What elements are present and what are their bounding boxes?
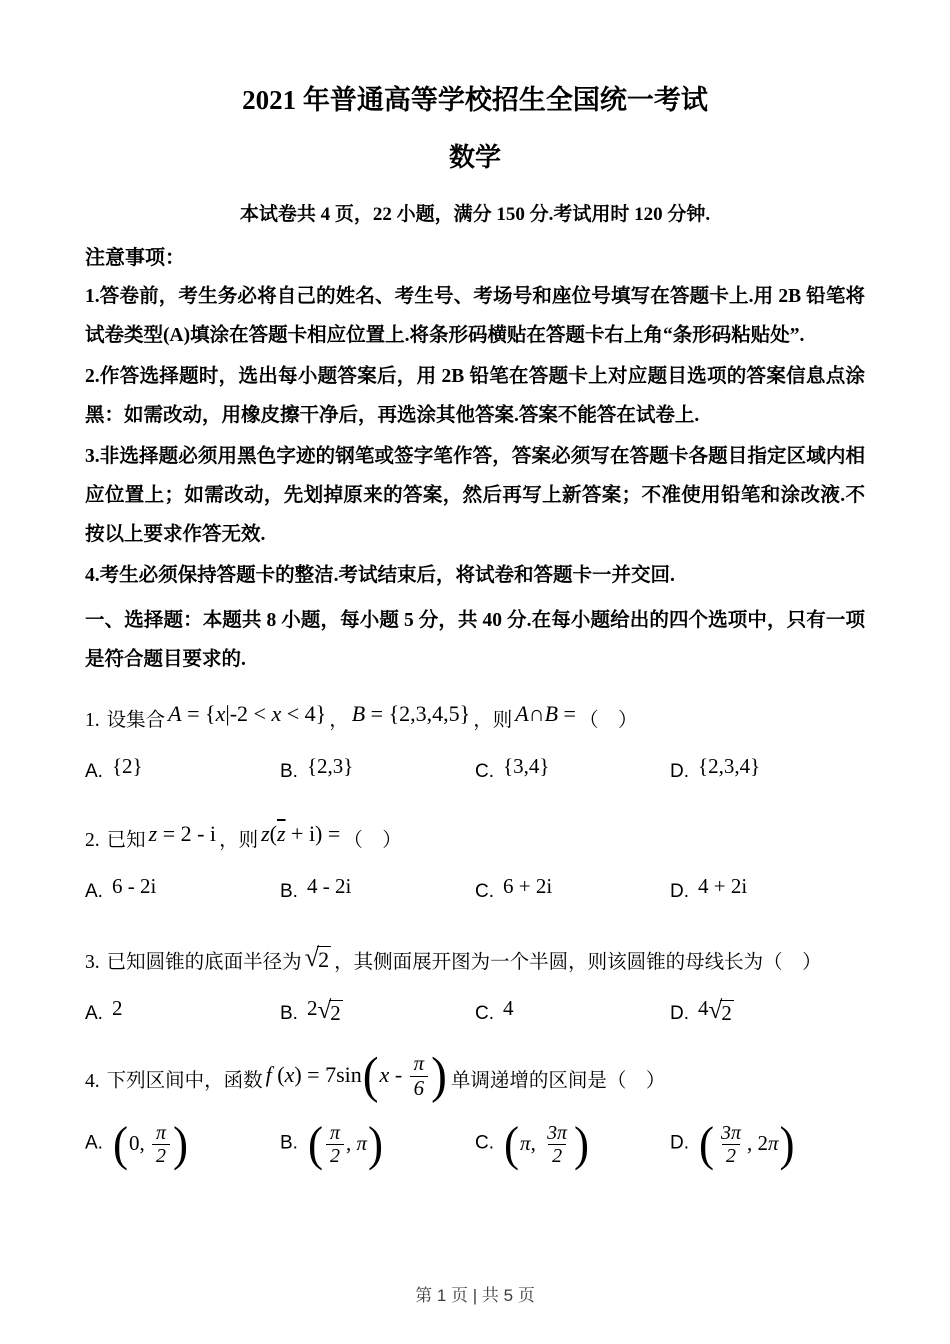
math-token: x bbox=[215, 700, 226, 726]
fraction-denominator: 2 bbox=[326, 1144, 344, 1167]
question-number: 1. bbox=[85, 709, 100, 731]
math-token: z bbox=[261, 820, 270, 846]
question-1-options bbox=[85, 754, 865, 783]
question-text: 单调递增的区间是（ ） bbox=[450, 1070, 666, 1092]
option-value bbox=[306, 995, 343, 1025]
math-token: , bbox=[530, 1130, 542, 1155]
conjugate-overbar: $\overline{z}$ bbox=[276, 820, 286, 846]
option-b bbox=[280, 874, 475, 903]
question-text: ，则 bbox=[219, 829, 259, 851]
math-token: ∩ bbox=[528, 700, 545, 726]
math-token: ( bbox=[269, 820, 277, 846]
math-token: |-2 < bbox=[225, 700, 272, 726]
math-token: {2,3,4} bbox=[698, 753, 761, 778]
math-token: {2,3} bbox=[306, 753, 354, 778]
math-token: = 2 - i bbox=[157, 820, 217, 846]
math-token: {2} bbox=[111, 753, 143, 778]
option-value bbox=[112, 754, 143, 778]
option-d bbox=[670, 874, 865, 903]
big-paren: ( bbox=[362, 1047, 379, 1105]
math-token: = bbox=[558, 700, 576, 726]
math-token: z bbox=[148, 820, 158, 846]
notice-heading: 注意事项： bbox=[85, 246, 185, 269]
notice-item-4: 4.考生必须保持答题卡的整洁.考试结束后，将试卷和答题卡一并交回. bbox=[85, 564, 675, 586]
math-token: = { bbox=[181, 700, 216, 726]
option-a bbox=[85, 754, 280, 783]
exam-title: 2021 年普通高等学校招生全国统一考试 bbox=[242, 85, 708, 115]
question-3 bbox=[85, 939, 865, 1025]
math-token: x bbox=[379, 1061, 390, 1087]
option-label: B. bbox=[280, 760, 298, 782]
fraction-denominator: 2 bbox=[548, 1144, 566, 1167]
option-c bbox=[475, 874, 670, 903]
option-label: C. bbox=[475, 760, 494, 782]
option-d bbox=[670, 1117, 865, 1172]
option-value bbox=[112, 874, 156, 898]
set-b-formula bbox=[352, 701, 470, 726]
math-token: A bbox=[168, 700, 182, 726]
exam-subject: 数学 bbox=[448, 142, 501, 172]
option-label: B. bbox=[280, 880, 298, 902]
math-token: A bbox=[515, 700, 529, 726]
radical-sign-icon: √ bbox=[317, 996, 332, 1024]
intersection-formula bbox=[515, 701, 576, 726]
fraction-numerator: π bbox=[413, 1051, 425, 1076]
math-token: 4 bbox=[698, 995, 709, 1020]
option-value bbox=[112, 996, 123, 1020]
question-text: 已知圆锥的底面半径为 bbox=[106, 951, 302, 973]
big-paren: ( bbox=[699, 1117, 715, 1172]
option-d bbox=[670, 754, 865, 783]
radicand: 2 bbox=[330, 1000, 341, 1025]
question-1 bbox=[85, 697, 865, 783]
question-number: 3. bbox=[85, 951, 100, 973]
math-token: ( bbox=[271, 1061, 285, 1087]
option-value bbox=[503, 754, 549, 778]
option-b bbox=[280, 1117, 475, 1172]
math-token: 4 bbox=[503, 996, 514, 1020]
math-token: < 4} bbox=[281, 700, 327, 726]
option-value bbox=[503, 996, 514, 1020]
question-3-options bbox=[85, 996, 865, 1025]
option-label: D. bbox=[670, 1132, 689, 1154]
option-value bbox=[698, 1117, 796, 1172]
math-token: 6 + 2i bbox=[503, 873, 553, 898]
option-c bbox=[475, 1117, 670, 1172]
math-token: 4 + 2i bbox=[698, 873, 748, 898]
math-token: 2 bbox=[111, 996, 123, 1020]
big-paren: ( bbox=[504, 1117, 520, 1172]
radical bbox=[304, 941, 331, 972]
math-token: x bbox=[284, 1061, 295, 1087]
question-number: 2. bbox=[85, 829, 100, 851]
option-a bbox=[85, 996, 280, 1025]
option-label: A. bbox=[85, 1132, 103, 1154]
fraction-denominator: 2 bbox=[722, 1144, 740, 1167]
option-label: A. bbox=[85, 1003, 103, 1024]
option-value bbox=[307, 754, 353, 778]
fraction-numerator: π bbox=[330, 1121, 340, 1144]
radius-formula bbox=[304, 941, 331, 972]
option-label: B. bbox=[280, 1132, 298, 1154]
option-label: C. bbox=[475, 1003, 494, 1024]
exam-meta-line: 本试卷共 4 页，22 小题，满分 150 分.考试用时 120 分钟. bbox=[239, 203, 711, 225]
radical bbox=[708, 996, 734, 1025]
fraction bbox=[410, 1053, 428, 1100]
math-token: π bbox=[356, 1130, 368, 1155]
fraction-numerator: π bbox=[156, 1121, 166, 1144]
math-token: 4 - 2i bbox=[306, 873, 352, 898]
math-token: f bbox=[265, 1061, 272, 1087]
radical-sign-icon: √ bbox=[304, 941, 320, 972]
option-label: D. bbox=[670, 880, 689, 902]
big-paren: ) bbox=[431, 1047, 447, 1105]
math-token: + i) = bbox=[285, 820, 341, 846]
question-2-stem bbox=[85, 817, 865, 858]
fraction-denominator: 6 bbox=[410, 1076, 428, 1100]
radical bbox=[317, 996, 342, 1025]
option-value bbox=[503, 874, 552, 898]
big-paren: ( bbox=[112, 1117, 128, 1172]
option-label: A. bbox=[85, 880, 103, 902]
notice-item-2: 2.作答选择题时，选出每小题答案后，用 2B 铅笔在答题卡上对应题目选项的答案信息点涂黑：如需改动，用橡皮擦干净后，再选涂其他答案.答案不能答在试卷上. bbox=[85, 365, 865, 426]
option-label: A. bbox=[85, 760, 103, 782]
option-label: C. bbox=[475, 1132, 494, 1154]
math-token: 6 - 2i bbox=[111, 873, 157, 898]
question-text: 设集合 bbox=[106, 709, 166, 731]
math-token: , 2 bbox=[747, 1130, 769, 1155]
page-indicator: 第 1 页 | 共 5 页 bbox=[415, 1286, 535, 1305]
option-b bbox=[280, 754, 475, 783]
question-2 bbox=[85, 817, 865, 903]
option-d bbox=[670, 996, 865, 1025]
option-value bbox=[698, 754, 760, 778]
math-token: 0, bbox=[129, 1130, 150, 1155]
radicand: 2 bbox=[721, 1000, 732, 1025]
option-a bbox=[85, 874, 280, 903]
option-a bbox=[85, 1117, 280, 1172]
question-text: 已知 bbox=[106, 829, 146, 851]
option-value bbox=[112, 1117, 189, 1172]
option-value bbox=[503, 1117, 590, 1172]
option-label: C. bbox=[475, 880, 494, 902]
sine-function-formula bbox=[265, 1047, 448, 1105]
big-paren: ) bbox=[368, 1117, 384, 1172]
option-c bbox=[475, 754, 670, 783]
question-4 bbox=[85, 1047, 865, 1172]
math-token: {3,4} bbox=[503, 753, 550, 778]
option-value bbox=[698, 995, 734, 1025]
big-paren: ) bbox=[173, 1117, 189, 1172]
big-paren: ) bbox=[574, 1117, 590, 1172]
notice-item-3: 3.非选择题必须用黑色字迹的钢笔或签字笔作答，答案必须写在答题卡各题目指定区域内相应位置上；如需改动，先划掉原来的答案，然后再写上新答案；不准使用铅笔和涂改液.不按以上要求作答无效. bbox=[85, 445, 865, 545]
radicand: 2 bbox=[318, 946, 330, 972]
question-2-options bbox=[85, 874, 865, 903]
question-4-stem bbox=[85, 1047, 865, 1105]
section-heading: 一、选择题：本题共 8 小题，每小题 5 分，共 40 分.在每小题给出的四个选项中，只有一项是符合题目要求的. bbox=[85, 609, 865, 670]
fraction-numerator: 3π bbox=[721, 1121, 742, 1144]
question-1-stem bbox=[85, 697, 865, 738]
math-token: π bbox=[768, 1130, 779, 1155]
fraction-denominator: 2 bbox=[152, 1144, 170, 1167]
math-token: 2 bbox=[306, 995, 318, 1020]
math-token: B bbox=[544, 700, 559, 726]
question-text: ，则 bbox=[473, 709, 513, 731]
radical-sign-icon: √ bbox=[708, 996, 723, 1024]
option-label: B. bbox=[280, 1002, 298, 1024]
fraction bbox=[717, 1123, 745, 1168]
question-text: 下列区间中，函数 bbox=[106, 1070, 263, 1092]
option-value bbox=[307, 874, 351, 898]
given-formula bbox=[149, 821, 216, 846]
option-value bbox=[307, 1117, 384, 1172]
page-footer bbox=[0, 1281, 950, 1306]
notice-item-1: 1.答卷前，考生务必将自己的姓名、考生号、考场号和座位号填写在答题卡上.用 2B 铅笔将试卷类型(A)填涂在答题卡相应位置上.将条形码横贴在答题卡右上角“条形码粘贴处”. bbox=[85, 285, 865, 346]
notice-section bbox=[85, 241, 865, 595]
fraction bbox=[152, 1123, 170, 1168]
math-token: - bbox=[389, 1061, 408, 1087]
question-3-stem bbox=[85, 939, 865, 980]
question-4-options bbox=[85, 1117, 865, 1172]
math-token: = {2,3,4,5} bbox=[365, 700, 471, 726]
answer-paren: （ ） bbox=[578, 709, 638, 731]
question-text: ，其侧面展开图为一个半圆，则该圆锥的母线长为（ ） bbox=[334, 951, 822, 973]
answer-paren: （ ） bbox=[343, 829, 402, 851]
fraction bbox=[326, 1123, 344, 1168]
option-value bbox=[698, 874, 747, 898]
option-b bbox=[280, 996, 475, 1025]
set-a-formula bbox=[168, 701, 326, 726]
big-paren: ) bbox=[779, 1117, 795, 1172]
separator: ， bbox=[329, 709, 349, 731]
math-token: , bbox=[346, 1130, 357, 1155]
option-c bbox=[475, 996, 670, 1025]
fraction bbox=[543, 1123, 571, 1168]
math-token: ) = 7sin bbox=[294, 1061, 362, 1087]
math-token: π bbox=[520, 1130, 531, 1155]
fraction-numerator: 3π bbox=[547, 1121, 568, 1144]
math-token: x bbox=[271, 700, 282, 726]
big-paren: ( bbox=[307, 1117, 323, 1172]
conjugate-formula bbox=[261, 821, 340, 846]
option-label: D. bbox=[670, 760, 689, 782]
math-token: B bbox=[351, 700, 366, 726]
question-number: 4. bbox=[85, 1070, 100, 1092]
option-label: D. bbox=[670, 1002, 689, 1024]
